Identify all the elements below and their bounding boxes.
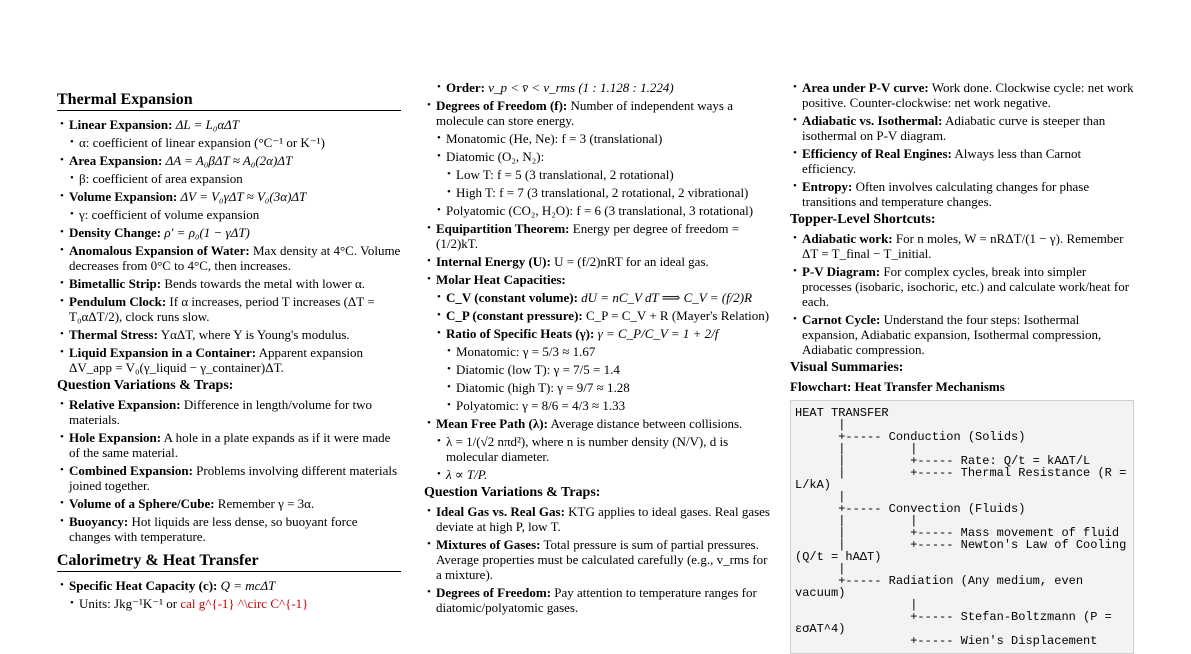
- list-item: • Polyatomic (CO₂, H₂O): f = 6 (3 translational, 3 rotational): [434, 203, 770, 218]
- visual-summaries-heading: Visual Summaries:: [790, 360, 904, 375]
- list-item: • Adiabatic vs. Isothermal: Adiabatic curve is steeper than isothermal on P-V diagram.: [790, 113, 1134, 143]
- list-item: • Anomalous Expansion of Water: Max density at 4°C. Volume decreases from 0°C to 4°C, then increases.: [57, 243, 401, 273]
- list-item: • γ: coefficient of volume expansion: [67, 207, 401, 222]
- list-item: • P-V Diagram: For complex cycles, break into simpler processes (isobaric, isochoric, etc.) and calculate work/heat for each.: [790, 264, 1134, 309]
- list-item: • α: coefficient of linear expansion (°C⁻¹ or K⁻¹): [67, 135, 401, 150]
- traps-list: [57, 397, 401, 544]
- list-item: • Ideal Gas vs. Real Gas: KTG applies to ideal gases. Real gases deviate at high P, low T.: [424, 504, 770, 534]
- shortcuts-list: [790, 231, 1134, 357]
- list-item: • Efficiency of Real Engines: Always less than Carnot efficiency.: [790, 146, 1134, 176]
- list-item: • λ ∝ T/P.: [434, 467, 770, 482]
- list-item: • Bimetallic Strip: Bends towards the metal with lower α.: [57, 276, 401, 291]
- heat-transfer-flowchart: HEAT TRANSFER | +----- Conduction (Solids) | | | +----- Rate: Q/t = kAΔT/L | +----- Thermal Resistance (R = L/kA) | +----- Convection (Fluids) | | | +----- Mass movement of fluid | +----- Newton's Law of Cooling (Q/t = hAΔT) | +----- Radiation (Any medium, even vacuum) | +----- Stefan-Boltzmann (P = εσAT^4) +----- Wien's Displacement: [790, 400, 1134, 654]
- list-item: • Hole Expansion: A hole in a plate expands as if it were made of the same material.: [57, 430, 401, 460]
- list-item: • Carnot Cycle: Understand the four steps: Isothermal expansion, Adiabatic expansion, Isothermal compression, Adiabatic compression.: [790, 312, 1134, 357]
- column-3: [790, 80, 1134, 654]
- traps-list: [424, 504, 770, 615]
- list-item: • Diatomic (low T): γ = 7/5 = 1.4: [444, 362, 770, 377]
- list-item: • Volume Expansion: ΔV = V₀γΔT ≈ V₀(3α)ΔT: [57, 189, 401, 204]
- list-item: • λ = 1/(√2 nπd²), where n is number density (N/V), d is molecular diameter.: [434, 434, 770, 464]
- thermal-expansion-list: [57, 117, 401, 375]
- column-2: [424, 80, 770, 618]
- list-item: • Adiabatic work: For n moles, W = nRΔT/(1 − γ). Remember ΔT = T_final − T_initial.: [790, 231, 1134, 261]
- list-item: • Units: Jkg⁻¹K⁻¹ or cal g^{-1} ^\circ C^{-1}: [67, 596, 401, 611]
- column-1: [57, 92, 401, 614]
- list-item: • Pendulum Clock: If α increases, period T increases (ΔT = T₀αΔT/2), clock runs slow.: [57, 294, 401, 324]
- question-variations-heading: Question Variations & Traps:: [57, 378, 234, 393]
- list-item: • Monatomic: γ = 5/3 ≈ 1.67: [444, 344, 770, 359]
- list-item: • β: coefficient of area expansion: [67, 171, 401, 186]
- list-item: • Relative Expansion: Difference in length/volume for two materials.: [57, 397, 401, 427]
- list-item: • Polyatomic: γ = 8/6 = 4/3 ≈ 1.33: [444, 398, 770, 413]
- list-item: • Buoyancy: Hot liquids are less dense, so buoyant force changes with temperature.: [57, 514, 401, 544]
- list-item: • C_P (constant pressure): C_P = C_V + R (Mayer's Relation): [434, 308, 770, 323]
- list-item: • Specific Heat Capacity (c): Q = mcΔT: [57, 578, 401, 593]
- list-item: • Liquid Expansion in a Container: Apparent expansion ΔV_app = V₀(γ_liquid − γ_container)ΔT.: [57, 345, 401, 375]
- list-item: • Density Change: ρ′ = ρ₀(1 − γΔT): [57, 225, 401, 240]
- list-item: • Combined Expansion: Problems involving different materials joined together.: [57, 463, 401, 493]
- list-item: • Molar Heat Capacities:: [424, 272, 770, 287]
- kinetic-theory-list: [424, 80, 770, 482]
- thermodynamics-list: [790, 80, 1134, 209]
- list-item: • Equipartition Theorem: Energy per degree of freedom = (1/2)kT.: [424, 221, 770, 251]
- list-item: • Volume of a Sphere/Cube: Remember γ = 3α.: [57, 496, 401, 511]
- list-item: • Linear Expansion: ΔL = L₀αΔT: [57, 117, 401, 132]
- list-item: • High T: f = 7 (3 translational, 2 rotational, 2 vibrational): [444, 185, 770, 200]
- list-item: • Order: v_p < v̄ < v_rms (1 : 1.128 : 1.224): [434, 80, 770, 95]
- list-item: • Degrees of Freedom (f): Number of independent ways a molecule can store energy.: [424, 98, 770, 128]
- topper-shortcuts-heading: Topper-Level Shortcuts:: [790, 212, 936, 227]
- calorimetry-list: [57, 578, 401, 611]
- list-item: • Degrees of Freedom: Pay attention to temperature ranges for diatomic/polyatomic gases.: [424, 585, 770, 615]
- calorimetry-heading: Calorimetry & Heat Transfer: [57, 553, 401, 572]
- question-variations-heading: Question Variations & Traps:: [424, 485, 601, 500]
- list-item: • Monatomic (He, Ne): f = 3 (translational): [434, 131, 770, 146]
- list-item: • Thermal Stress: YαΔT, where Y is Young's modulus.: [57, 327, 401, 342]
- list-item: • C_V (constant volume): dU = nC_V dT ⟹ C_V = (f/2)R: [434, 290, 770, 305]
- list-item: • Area under P-V curve: Work done. Clockwise cycle: net work positive. Counter-clockwise: net work negative.: [790, 80, 1134, 110]
- list-item: • Mixtures of Gases: Total pressure is sum of partial pressures. Average properties must be calculated carefully (e.g., v_rms for a mixture).: [424, 537, 770, 582]
- list-item: • Diatomic (O₂, N₂):: [434, 149, 770, 164]
- list-item: • Low T: f = 5 (3 translational, 2 rotational): [444, 167, 770, 182]
- list-item: • Area Expansion: ΔA = A₀βΔT ≈ A₀(2α)ΔT: [57, 153, 401, 168]
- list-item: • Ratio of Specific Heats (γ): γ = C_P/C_V = 1 + 2/f: [434, 326, 770, 341]
- thermal-expansion-heading: Thermal Expansion: [57, 92, 401, 111]
- list-item: • Internal Energy (U): U = (f/2)nRT for an ideal gas.: [424, 254, 770, 269]
- list-item: • Diatomic (high T): γ = 9/7 ≈ 1.28: [444, 380, 770, 395]
- flowchart-title: Flowchart: Heat Transfer Mechanisms: [790, 379, 1005, 394]
- latex-error-text: cal g^{-1} ^\circ C^{-1}: [180, 596, 309, 611]
- list-item: • Mean Free Path (λ): Average distance between collisions.: [424, 416, 770, 431]
- list-item: • Entropy: Often involves calculating changes for phase transitions and temperature changes.: [790, 179, 1134, 209]
